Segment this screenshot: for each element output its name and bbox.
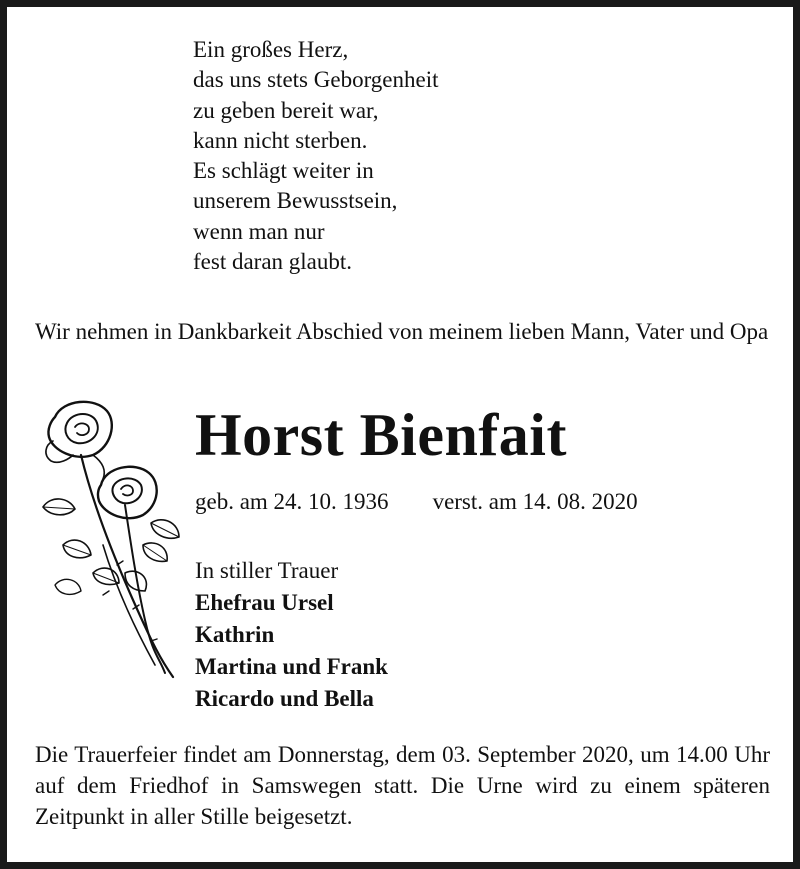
birth-date: geb. am 24. 10. 1936 — [195, 489, 389, 514]
mourner-name: Martina und Frank — [195, 654, 388, 679]
poem — [193, 35, 439, 277]
funeral-notice: Die Trauerfeier findet am Donnerstag, dem 03. September 2020, um 14.00 Uhr auf dem Friedhof in Samswegen statt. Die Urne wird zu einem späteren Zeitpunkt in aller Stille beigesetzt. — [35, 742, 770, 829]
life-dates — [195, 487, 638, 517]
poem-line: unserem Bewusstsein, — [193, 188, 398, 214]
poem-line: wenn man nur — [193, 218, 325, 244]
mourner-name: Ricardo und Bella — [195, 686, 374, 711]
poem-line: kann nicht sterben. — [193, 127, 368, 153]
poem-line: das uns stets Geborgenheit — [193, 67, 439, 93]
poem-line: Ein großes Herz, — [193, 37, 349, 62]
obituary-notice — [7, 7, 793, 862]
rose-icon — [33, 395, 183, 687]
death-date: verst. am 14. 08. 2020 — [432, 489, 638, 514]
poem-line: Es schlägt weiter in — [193, 158, 374, 184]
mourner-name: Kathrin — [195, 622, 275, 647]
mourning-caption: In stiller Trauer — [195, 558, 339, 583]
mourner-name: Ehefrau Ursel — [195, 590, 334, 615]
deceased-name: Horst Bienfait — [195, 402, 567, 468]
intro-text: Wir nehmen in Dankbarkeit Abschied von meinem lieben Mann, Vater und Opa — [35, 319, 769, 344]
poem-line: zu geben bereit war, — [193, 97, 379, 123]
poem-line: fest daran glaubt. — [193, 249, 353, 275]
mourners-list — [195, 555, 388, 715]
